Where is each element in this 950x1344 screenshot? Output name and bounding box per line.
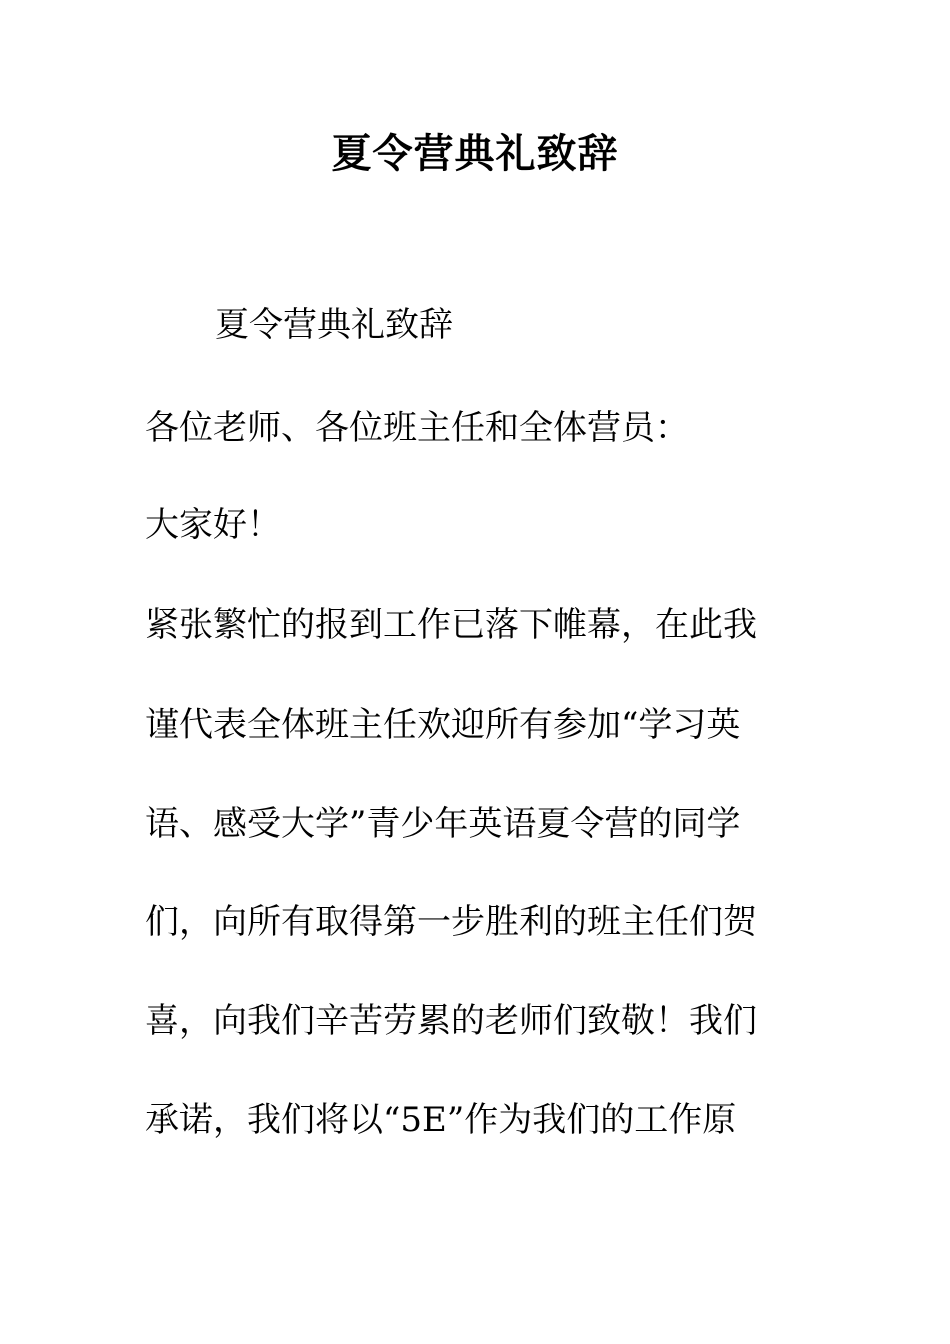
paragraph-line: 谨代表全体班主任欢迎所有参加“学习英 [145,705,741,745]
paragraph-line: 语、感受大学”青少年英语夏令营的同学 [145,804,741,844]
greeting-line: 大家好！ [145,505,281,545]
document-title: 夏令营典礼致辞 [331,131,619,177]
paragraph-line: 承诺，我们将以“5E”作为我们的工作原 [145,1100,737,1140]
salutation-line: 各位老师、各位班主任和全体营员： [145,408,689,448]
document-subtitle: 夏令营典礼致辞 [215,305,453,345]
paragraph-line: 紧张繁忙的报到工作已落下帷幕，在此我 [145,605,757,645]
paragraph-line: 喜，向我们辛苦劳累的老师们致敬！我们 [145,1001,757,1041]
paragraph-line: 们，向所有取得第一步胜利的班主任们贺 [145,902,757,942]
